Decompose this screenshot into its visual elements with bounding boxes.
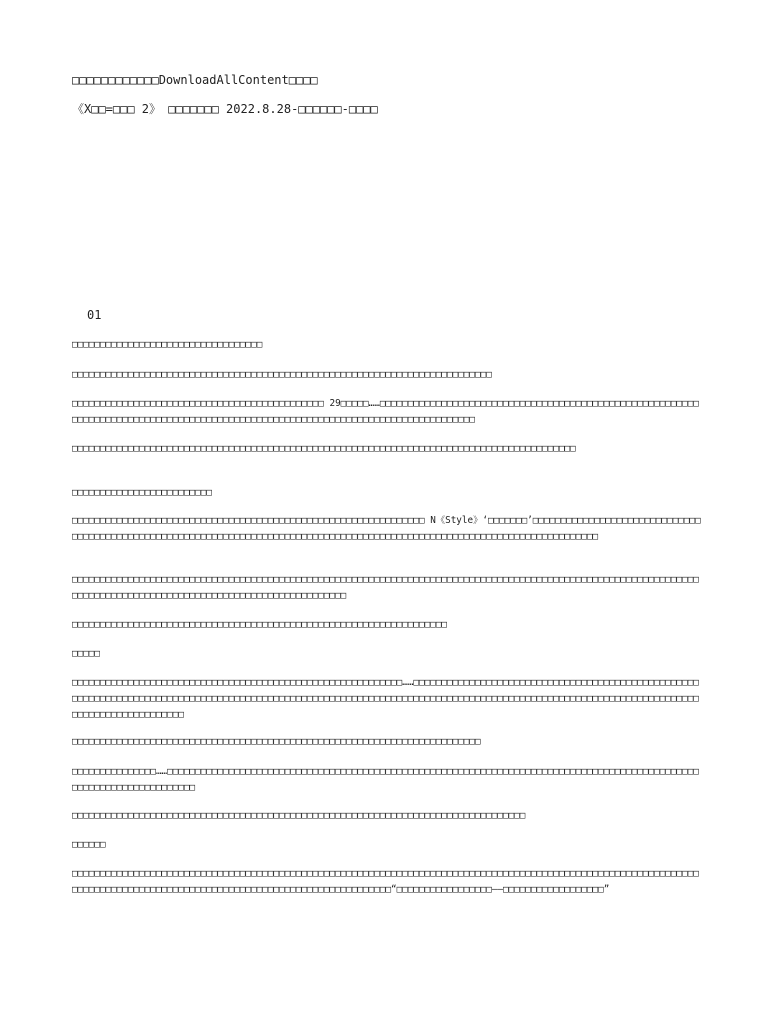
paragraph-8: □□□□□□□□□□□□□□□□□□□□□□□□□□□□□□□□□□□□□□□□□□□□□□□□□□□□□□□□□□□□□□□□□□□ xyxy=(72,619,448,630)
paragraph-12: □□□□□□□□□□□□□□□……□□□□□□□□□□□□□□□□□□□□□□□□□□□□□□□□□□□□□□□□□□□□□□□□□□□□□□□□□□□□□□□□□□□□□□□□□□□□□□□□□□□□□□□□□□□□□□□□□□□□□□□□□□□□□□□□□□□□□ xyxy=(72,766,699,793)
paragraph-14: □□□□□□ xyxy=(72,839,106,850)
paragraph-3: □□□□□□□□□□□□□□□□□□□□□□□□□□□□□□□□□□□□□□□□□□□□□ 29□□□□□……□□□□□□□□□□□□□□□□□□□□□□□□□□□□□□□□□□□□□□□□□□□□□□□□□□□□□□□□□□□□□□□□□□□□□□□□□□□□□□□□□□□□□□□□□□□□□□□□□□□□□□□□□□□□□□□□□□□□□□□□□□□□□□□□□ xyxy=(72,398,699,425)
paragraph-10: □□□□□□□□□□□□□□□□□□□□□□□□□□□□□□□□□□□□□□□□□□□□□□□□□□□□□□□□□□□……□□□□□□□□□□□□□□□□□□□□□□□□□□□□□□□□□□□□□□□□□□□□□□□□□□□□□□□□□□□□□□□□□□□□□□□□□□□□□□□□□□□□□□□□□□□□□□□□□□□□□□□□□□□□□□□□□□□□□□□□□□□□□□□□□□□□□□□□□□□□□□□□□□□□□□□□□□□□□□□□□□□□□□□□□□□□□□□□□□□□□□□ xyxy=(72,677,699,720)
document-title: □□□□□□□□□□□□DownloadAllContent□□□□ xyxy=(72,73,318,87)
paragraph-6: □□□□□□□□□□□□□□□□□□□□□□□□□□□□□□□□□□□□□□□□□□□□□□□□□□□□□□□□□□□□□□□ N《Style》‘□□□□□□□’□□□□□□□□□□□□□□□□□□□□□□□□□□□□□□□□□□□□□□□□□□□□□□□□□□□□□□□□□□□□□□□□□□□□□□□□□□□□□□□□□□□□□□□□□□□□□□□□□□□□□□□□□□□□□□□□□□□□□□□□□□□□ xyxy=(72,515,701,542)
paragraph-9: □□□□□ xyxy=(72,648,100,659)
paragraph-2: □□□□□□□□□□□□□□□□□□□□□□□□□□□□□□□□□□□□□□□□□□□□□□□□□□□□□□□□□□□□□□□□□□□□□□□□□□□ xyxy=(72,369,492,380)
paragraph-4: □□□□□□□□□□□□□□□□□□□□□□□□□□□□□□□□□□□□□□□□□□□□□□□□□□□□□□□□□□□□□□□□□□□□□□□□□□□□□□□□□□□□□□□□□□ xyxy=(72,443,576,454)
section-number: 01 xyxy=(87,308,102,322)
paragraph-15: □□□□□□□□□□□□□□□□□□□□□□□□□□□□□□□□□□□□□□□□□□□□□□□□□□□□□□□□□□□□□□□□□□□□□□□□□□□□□□□□□□□□□□□□□□□□□□□□□□□□□□□□□□□□□□□□□□□□□□□□□□□□□□□□□□□□□□□□□□□□□□□□□□□□□□□□□□□□□□□□□□□□□□□□□“□□□□□□□□□□□□□□□□□——□□□□□□□□□□□□□□□□□□” xyxy=(72,868,699,895)
document-meta: 《X□□=□□□ 2》 □□□□□□□ 2022.8.28-□□□□□□-□□□□ xyxy=(72,102,378,116)
paragraph-7: □□□□□□□□□□□□□□□□□□□□□□□□□□□□□□□□□□□□□□□□□□□□□□□□□□□□□□□□□□□□□□□□□□□□□□□□□□□□□□□□□□□□□□□□□□□□□□□□□□□□□□□□□□□□□□□□□□□□□□□□□□□□□□□□□□□□□□□□□□□□□□□□□□□□□□□□□□□□□□□□□ xyxy=(72,574,699,601)
paragraph-5: □□□□□□□□□□□□□□□□□□□□□□□□□ xyxy=(72,487,212,498)
paragraph-13: □□□□□□□□□□□□□□□□□□□□□□□□□□□□□□□□□□□□□□□□□□□□□□□□□□□□□□□□□□□□□□□□□□□□□□□□□□□□□□□□□ xyxy=(72,810,526,821)
paragraph-11: □□□□□□□□□□□□□□□□□□□□□□□□□□□□□□□□□□□□□□□□□□□□□□□□□□□□□□□□□□□□□□□□□□□□□□□□□ xyxy=(72,736,481,747)
paragraph-1: □□□□□□□□□□□□□□□□□□□□□□□□□□□□□□□□□□ xyxy=(72,339,263,350)
